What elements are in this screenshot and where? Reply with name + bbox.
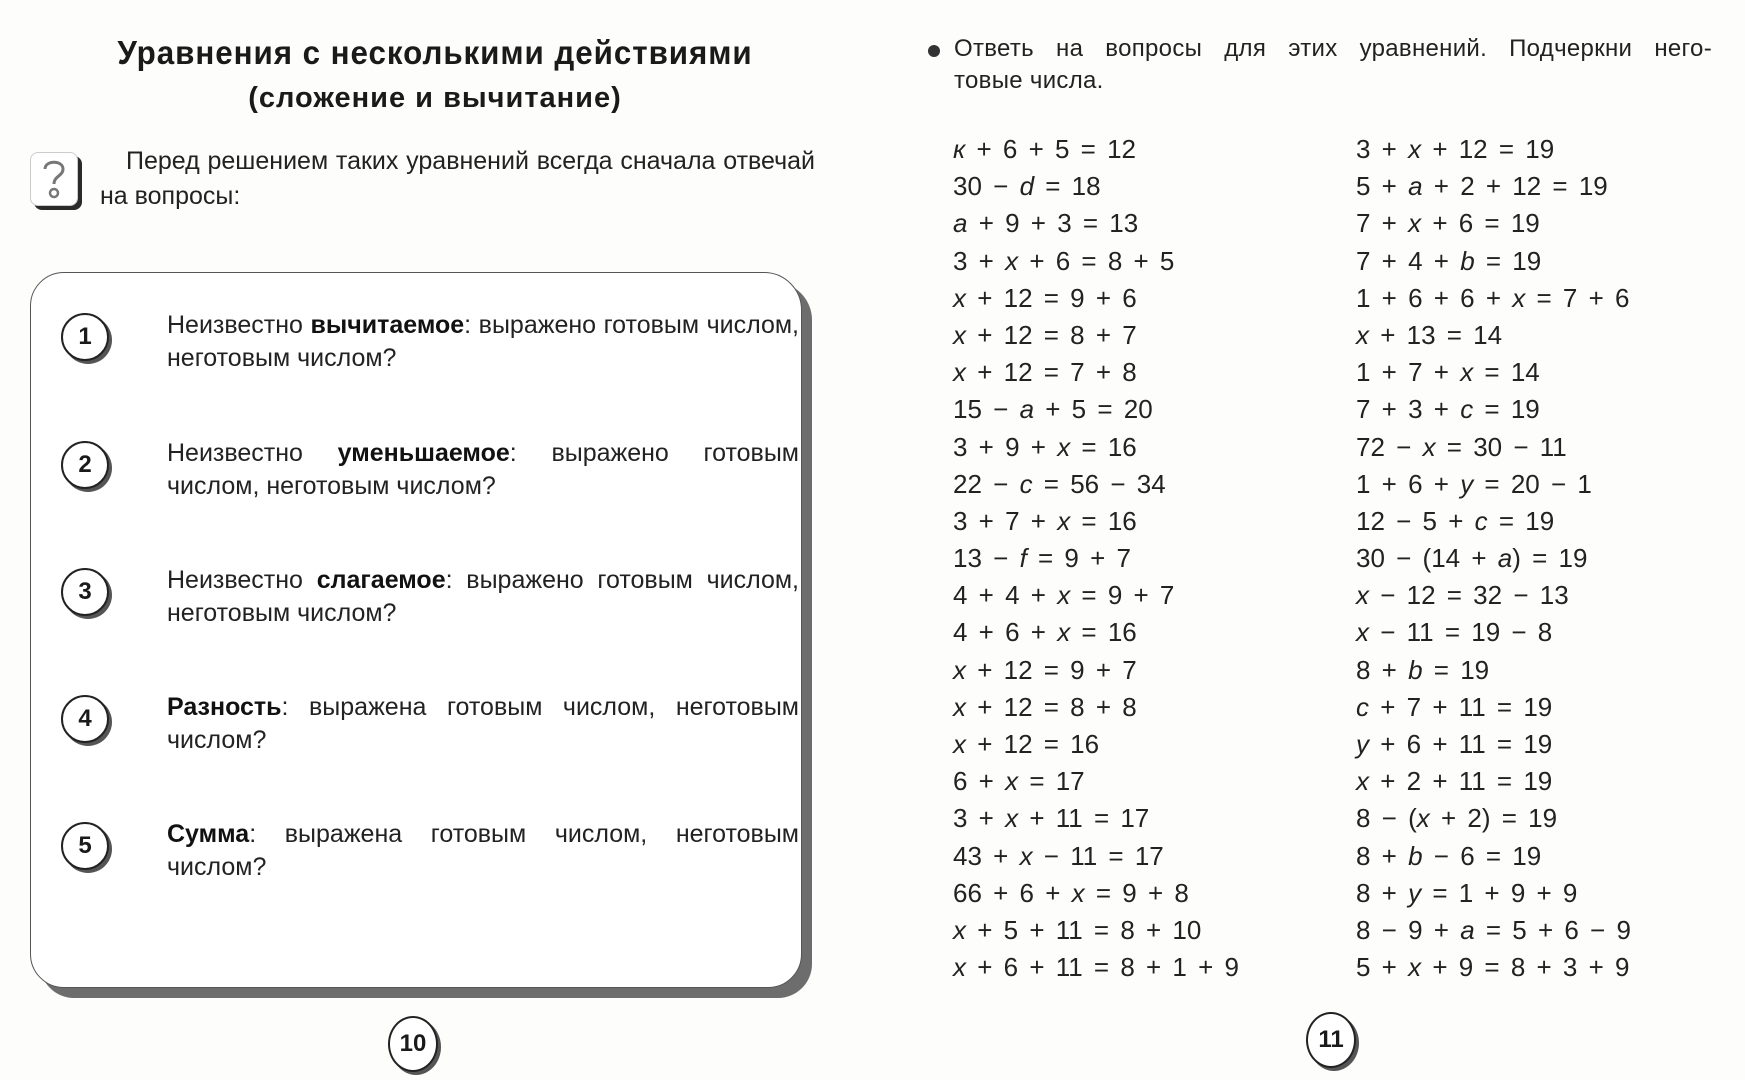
equation-row: 72 − x = 30 − 11 xyxy=(1356,431,1567,462)
question-text xyxy=(167,818,799,884)
equation-row: x + 12 = 8 + 7 xyxy=(953,319,1137,350)
equation-row: 8 − 9 + a = 5 + 6 − 9 xyxy=(1356,914,1631,945)
equation-row: 3 + x + 12 = 19 xyxy=(1356,134,1555,164)
question-number-badge: 1 xyxy=(61,313,109,361)
equation-row: 1 + 6 + y = 20 − 1 xyxy=(1356,468,1592,499)
page-number-left: 10 xyxy=(388,1016,438,1072)
equation-row: к + 6 + 5 = 12 xyxy=(953,134,1137,164)
equation-row: 13 − f = 9 + 7 xyxy=(953,543,1131,574)
equation-row: c + 7 + 11 = 19 xyxy=(1356,691,1553,722)
equation-row: 66 + 6 + x = 9 + 8 xyxy=(953,877,1189,908)
equation-row: 7 + 4 + b = 19 xyxy=(1356,245,1542,276)
equation-row: 7 + x + 6 = 19 xyxy=(1356,208,1540,239)
equation-row: 7 + 3 + c = 19 xyxy=(1356,394,1540,425)
equation-row: 3 + x + 11 = 17 xyxy=(953,803,1150,834)
question-prefix: Неизвестно xyxy=(167,566,317,594)
question-mark-icon xyxy=(30,152,78,206)
question-text xyxy=(167,564,799,630)
intro-text: Перед решением таких уравнений всегда сначала отвечай на вопросы: xyxy=(100,147,815,210)
equation-row: 3 + 7 + x = 16 xyxy=(953,505,1137,536)
question-number-badge: 4 xyxy=(61,695,109,743)
question-rest: : выражена готовым числом, неготовым числом? xyxy=(167,693,799,754)
equation-row: x + 6 + 11 = 8 + 1 + 9 xyxy=(953,952,1239,983)
questions-box xyxy=(30,272,802,988)
equation-row: x + 12 = 9 + 6 xyxy=(953,282,1137,313)
question-rest: : выражено готовым числом, неготовым числом? xyxy=(167,566,799,627)
equation-row: x + 2 + 11 = 19 xyxy=(1356,766,1553,797)
equation-row: 43 + x − 11 = 17 xyxy=(953,840,1164,871)
equation-row: 22 − c = 56 − 34 xyxy=(953,468,1166,499)
question-rest: : выражена готовым числом, неготовым числом? xyxy=(167,820,799,881)
equation-row: 1 + 7 + x = 14 xyxy=(1356,357,1540,388)
equation-row: 4 + 6 + x = 16 xyxy=(953,617,1137,648)
page-subtitle: (сложение и вычитание) xyxy=(248,82,622,114)
task-line-2: товые числа. xyxy=(954,67,1104,94)
equation-row: 6 + x = 17 xyxy=(953,766,1085,797)
equation-row: 5 + x + 9 = 8 + 3 + 9 xyxy=(1356,952,1630,983)
equation-row: 1 + 6 + 6 + x = 7 + 6 xyxy=(1356,282,1630,313)
question-rest: : выражено готовым числом, неготовым числом? xyxy=(167,439,799,500)
question-text xyxy=(167,691,799,757)
question-prefix: Неизвестно xyxy=(167,439,338,467)
question-prefix: Неизвестно xyxy=(167,311,311,339)
equation-row: x + 12 = 16 xyxy=(953,729,1100,759)
equation-row: y + 6 + 11 = 19 xyxy=(1356,729,1553,759)
equation-row: 3 + x + 6 = 8 + 5 xyxy=(953,245,1175,276)
equation-row: x + 5 + 11 = 8 + 10 xyxy=(953,914,1202,945)
bullet-icon xyxy=(928,45,940,57)
equation-row: 8 + b = 19 xyxy=(1356,654,1490,685)
equation-row: 8 − (x + 2) = 19 xyxy=(1356,803,1558,834)
question-rest: : выражено готовым числом, неготовым числом? xyxy=(167,311,799,372)
equations-column-right xyxy=(1356,131,1631,986)
equation-row: x − 11 = 19 − 8 xyxy=(1356,617,1553,648)
task-instruction xyxy=(954,33,1712,97)
equation-row: 30 − (14 + a) = 19 xyxy=(1356,543,1588,574)
equation-row: x − 12 = 32 − 13 xyxy=(1356,580,1569,611)
equations-column-left xyxy=(953,131,1239,986)
question-text xyxy=(167,437,799,503)
equation-row: 5 + a + 2 + 12 = 19 xyxy=(1356,171,1608,202)
equation-row: 8 + y = 1 + 9 + 9 xyxy=(1356,877,1578,908)
equation-row: 4 + 4 + x = 9 + 7 xyxy=(953,580,1175,611)
equation-row: a + 9 + 3 = 13 xyxy=(953,208,1139,239)
question-keyword: уменьшаемое xyxy=(337,439,510,467)
equation-row: x + 12 = 9 + 7 xyxy=(953,654,1137,685)
equation-row: 15 − a + 5 = 20 xyxy=(953,394,1153,425)
equation-row: x + 13 = 14 xyxy=(1356,319,1503,350)
question-keyword: Сумма xyxy=(167,820,250,848)
question-keyword: вычитаемое xyxy=(310,311,465,339)
question-number-badge: 3 xyxy=(61,568,109,616)
equation-row: 30 − d = 18 xyxy=(953,171,1101,202)
equation-row: 8 + b − 6 = 19 xyxy=(1356,840,1542,871)
equation-row: 3 + 9 + x = 16 xyxy=(953,431,1137,462)
page-title: Уравнения с несколькими действиями xyxy=(117,34,753,71)
question-number-badge: 5 xyxy=(61,822,109,870)
task-line-1: Ответь на вопросы для этих уравнений. Подчеркни него- xyxy=(954,35,1712,62)
question-number-badge: 2 xyxy=(61,441,109,489)
question-keyword: Разность xyxy=(167,693,282,721)
question-text xyxy=(167,309,799,375)
page-number-right: 11 xyxy=(1306,1012,1356,1068)
question-keyword: слагаемое xyxy=(316,566,446,594)
equation-row: x + 12 = 7 + 8 xyxy=(953,357,1137,388)
equation-row: 12 − 5 + c = 19 xyxy=(1356,505,1555,536)
equation-row: x + 12 = 8 + 8 xyxy=(953,691,1137,722)
